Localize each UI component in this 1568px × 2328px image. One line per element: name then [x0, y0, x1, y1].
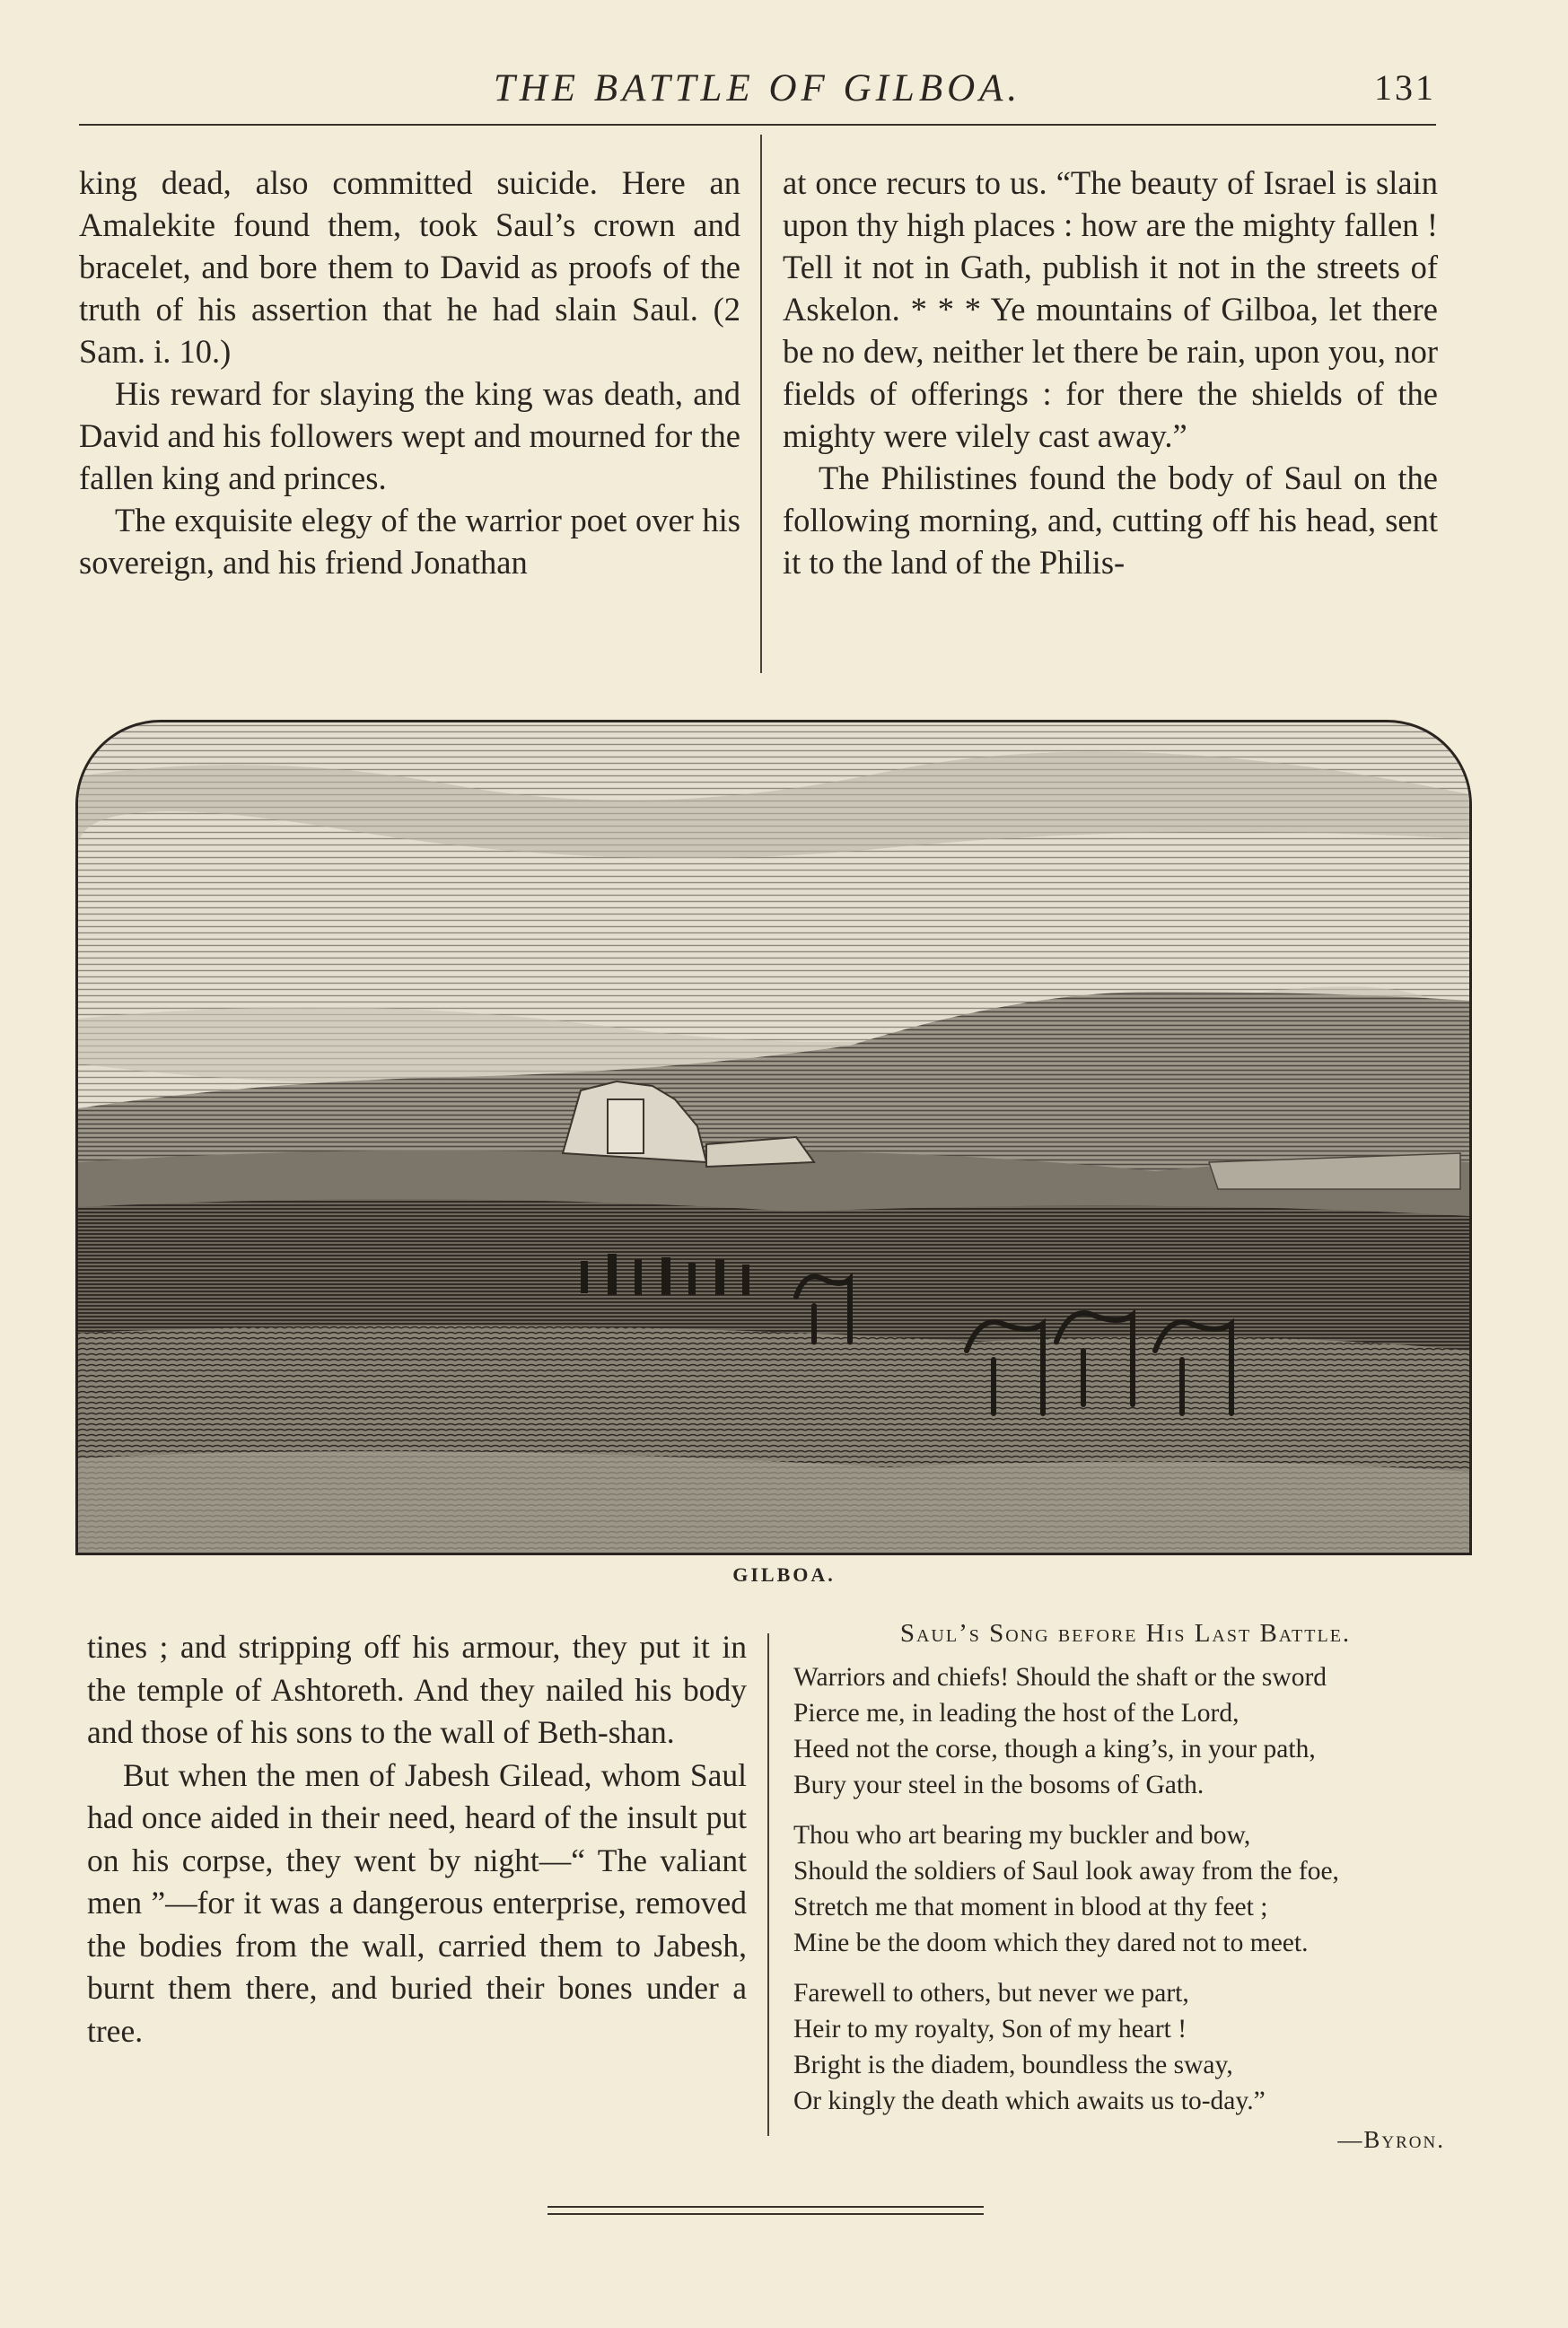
column-divider	[760, 135, 762, 673]
poem-title: Saul’s Song before His Last Battle.	[899, 1619, 1352, 1648]
poem-line: Bury your steel in the bosoms of Gath.	[793, 1771, 1204, 1799]
text-column-top-left	[79, 162, 740, 583]
poem-line: Bright is the diadem, boundless the sway,	[793, 2051, 1233, 2079]
poem-line: Heir to my royalty, Son of my heart !	[793, 2015, 1187, 2044]
running-title: THE BATTLE OF GILBOA.	[493, 67, 1022, 109]
paragraph: The exquisite elegy of the warrior poet over his sovereign, and his friend Jonathan	[79, 502, 740, 581]
illustration-caption: GILBOA.	[732, 1563, 836, 1586]
paragraph: His reward for slaying the king was death, and David and his followers wept and mourned for the fallen king and princes.	[79, 375, 740, 496]
poem-attribution: —Byron.	[1337, 2126, 1445, 2153]
poem-line: Pierce me, in leading the host of the Lord,	[793, 1699, 1240, 1728]
gilboa-engraving	[75, 720, 1472, 1555]
text-column-top-right	[783, 162, 1438, 583]
poem-line: Should the soldiers of Saul look away from the foe,	[793, 1857, 1339, 1886]
poem-line: Stretch me that moment in blood at thy feet ;	[793, 1893, 1268, 1921]
text-column-bottom-left	[87, 1626, 747, 2052]
poem-line: Thou who art bearing my buckler and bow,	[793, 1821, 1251, 1850]
paragraph: king dead, also committed suicide. Here an Amalekite found them, took Saul’s crown and bracelet, and bore them to David as proofs of the truth of his assertion that he had slain Saul. (2 Sam. i. 10.)	[79, 164, 740, 370]
poem-stanza	[793, 1817, 1458, 1961]
paragraph: tines ; and stripping off his armour, they put it in the temple of Ashtoreth. And they nailed his body and those of his sons to the wall of Beth-shan.	[87, 1629, 747, 1750]
paragraph: The Philistines found the body of Saul on the following morning, and, cutting off his head, sent it to the land of the Philis-	[783, 459, 1438, 581]
poem-line: Mine be the doom which they dared not to meet.	[793, 1929, 1309, 1957]
poem-line: Or kingly the death which awaits us to-day.”	[793, 2087, 1266, 2115]
footer-rule	[547, 2213, 984, 2215]
poem-stanza	[793, 1659, 1458, 1803]
poem-line: Farewell to others, but never we part,	[793, 1979, 1189, 2008]
poem-line: Warriors and chiefs! Should the shaft or the sword	[793, 1663, 1327, 1692]
page-number: 131	[1374, 67, 1436, 108]
poem	[793, 1619, 1458, 2154]
poem-stanza	[793, 1975, 1458, 2119]
paragraph: at once recurs to us. “The beauty of Israel is slain upon thy high places : how are the mighty fallen ! Tell it not in Gath, publish it not in the streets of Askelon. * * * Ye mountains of Gilboa, let there be no dew, neither let there be rain, upon you, nor fields of offerings : for there the shields of the mighty were vilely cast away.”	[783, 164, 1438, 454]
paragraph: But when the men of Jabesh Gilead, whom Saul had once aided in their need, heard of the insult put on his corpse, they went by night—“ The valiant men ”—for it was a dangerous enterprise, removed the bodies from the wall, carried them to Jabesh, burnt them there, and buried their bones under a tree.	[87, 1756, 747, 2049]
poem-line: Heed not the corse, though a king’s, in your path,	[793, 1735, 1316, 1764]
column-divider	[767, 1633, 769, 2136]
footer-rule	[547, 2206, 984, 2208]
page-header	[79, 61, 1436, 126]
